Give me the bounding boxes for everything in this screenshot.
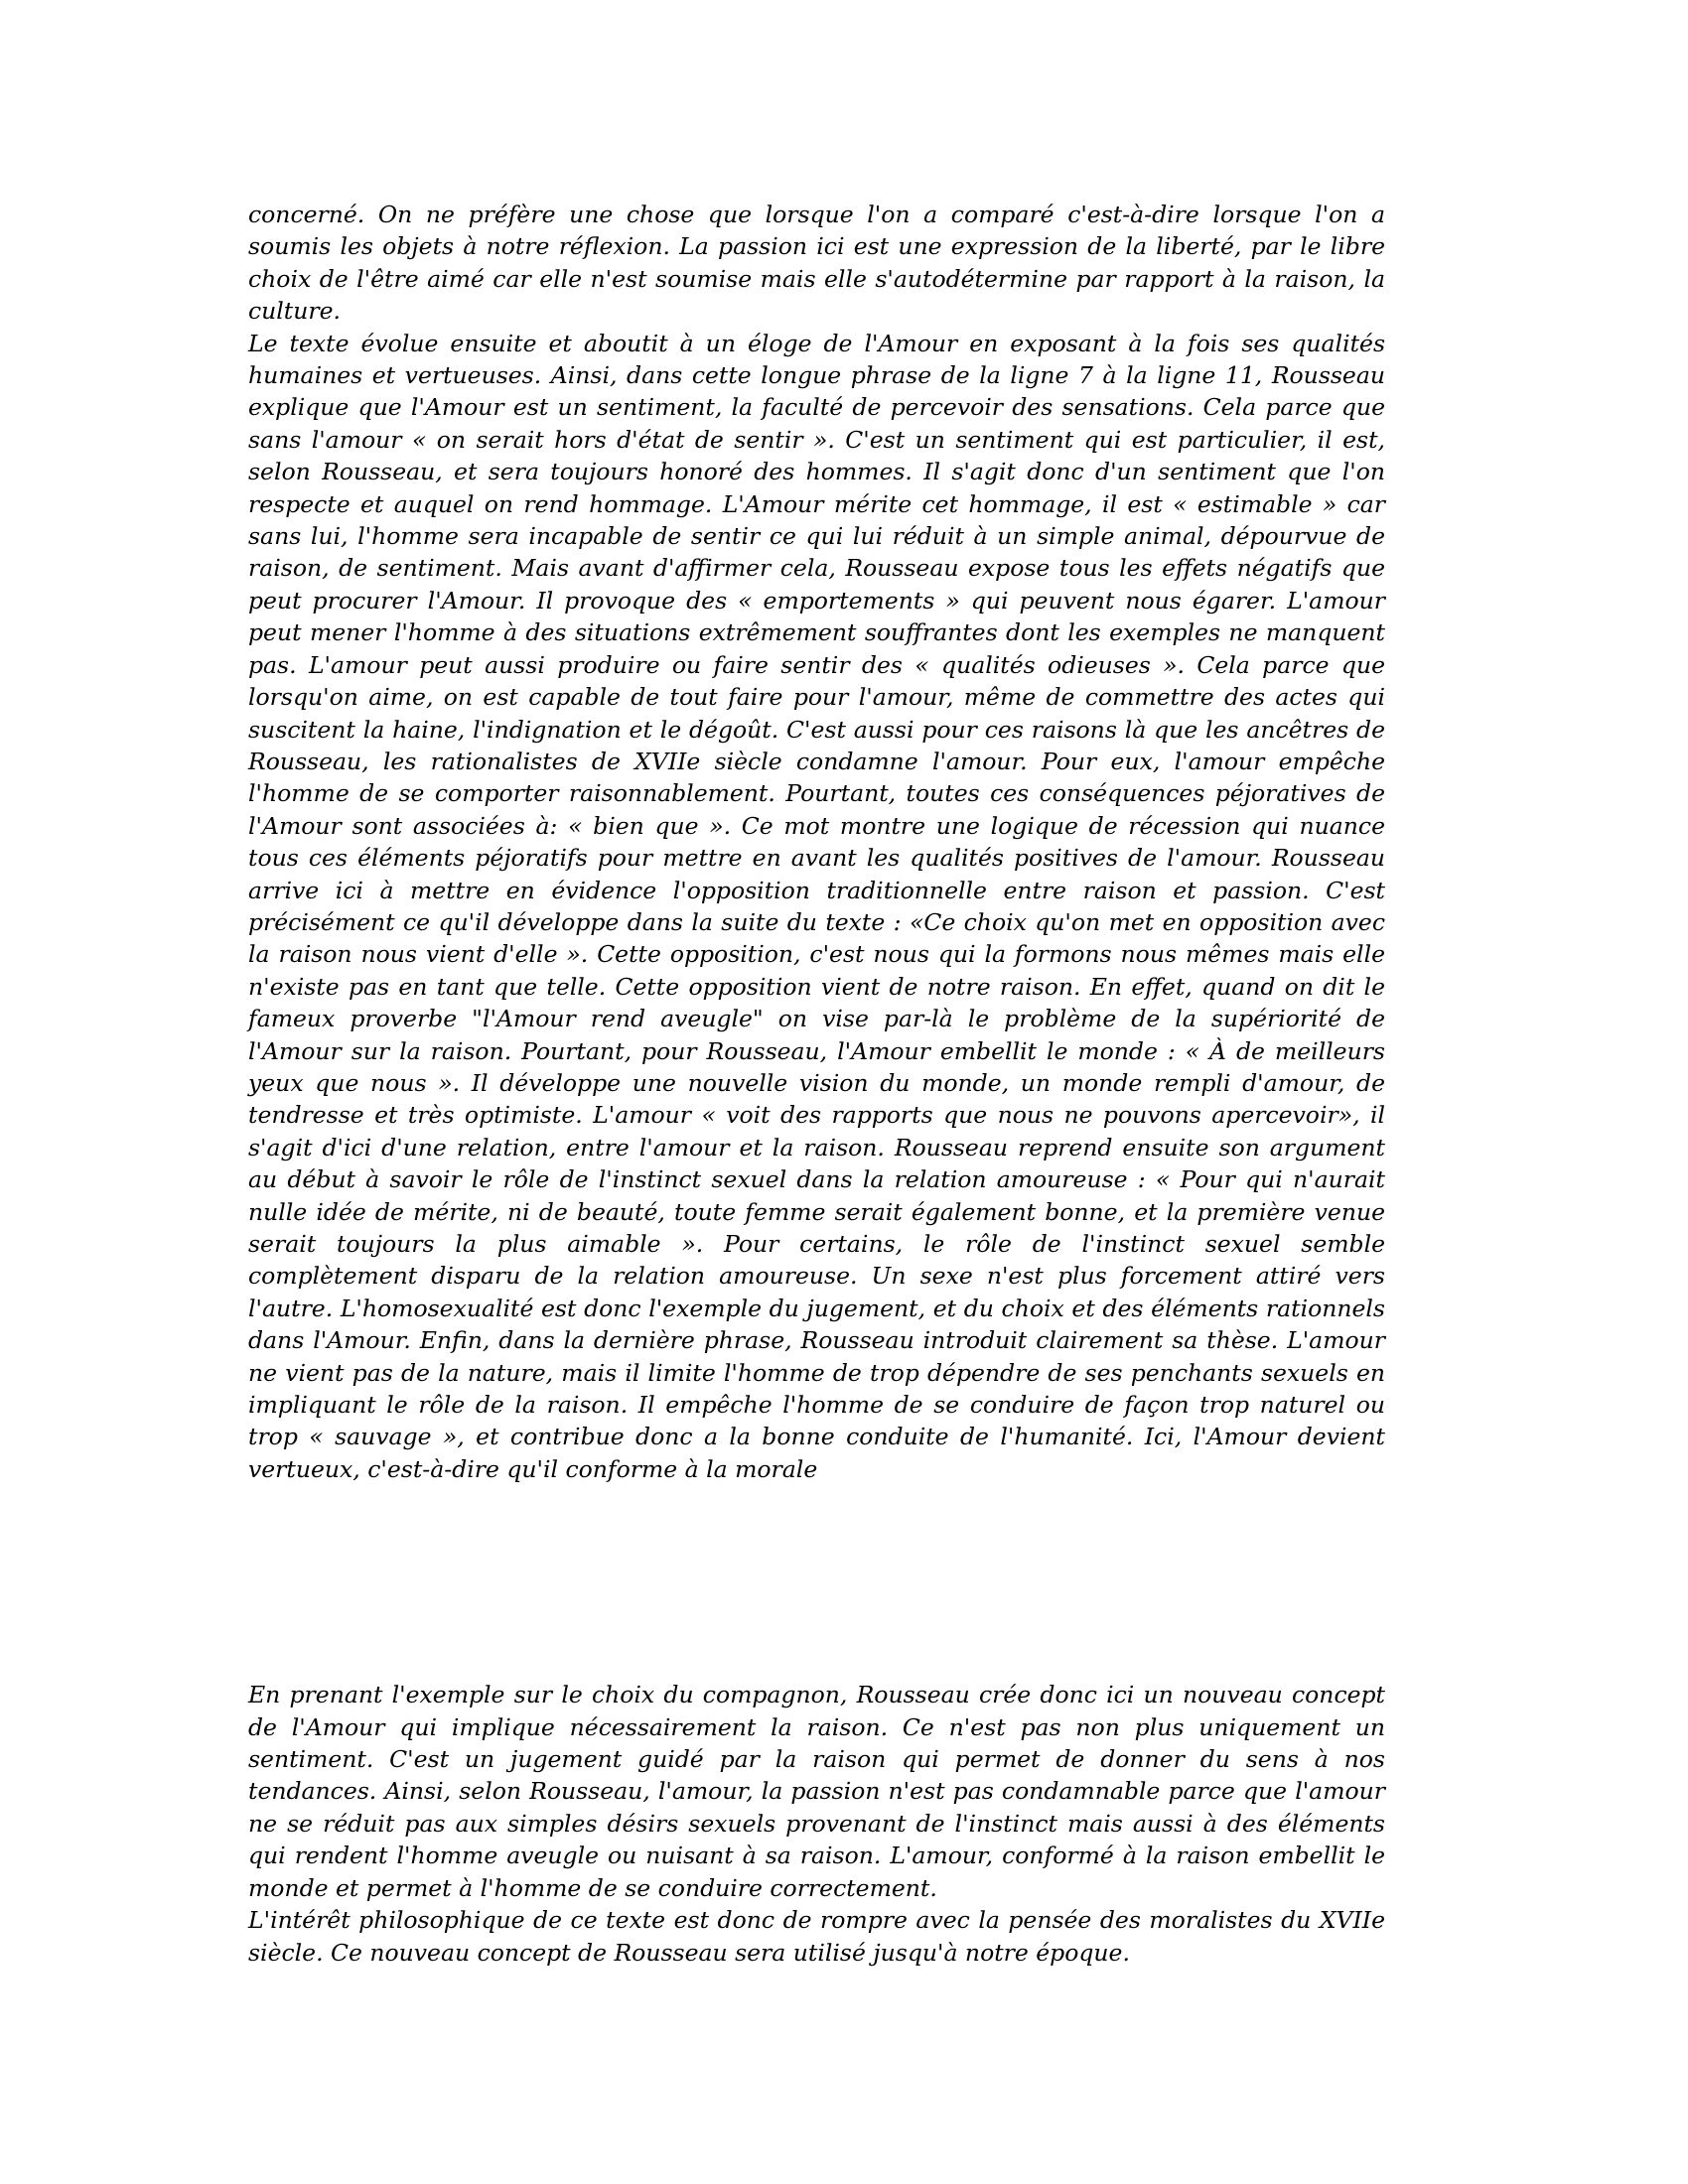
paragraph-conclusion: En prenant l'exemple sur le choix du compagnon, Rousseau crée donc ici un nouveau concept de l'Amour qui implique nécessairement la raison. Ce n'est pas non plus uniquement un sentiment. C'est un jugement guidé par la raison qui permet de donner du sens à nos tendances. Ainsi, selon Rousseau, l'amour, la passion n'est pas condamnable parce que l'amour ne se réduit pas aux simples désirs sexuels provenant de l'instinct mais aussi à des éléments qui rendent l'homme aveugle ou nuisant à sa raison. L'amour, conformé à la raison embellit le monde et permet à l'homme de se conduire correctement. [248, 1681, 1385, 1902]
document-page [248, 199, 1385, 1969]
section-spacer [248, 1485, 1385, 1679]
paragraph-eloge-amour: Le texte évolue ensuite et aboutit à un éloge de l'Amour en exposant à la fois ses qualités humaines et vertueuses. Ainsi, dans cette longue phrase de la ligne 7 à la ligne 11, Rousseau explique que l'Amour est un sentiment, la faculté de percevoir des sensations. Cela parce que sans l'amour « on serait hors d'état de sentir ». C'est un sentiment qui est particulier, il est, selon Rousseau, et sera toujours honoré des hommes. Il s'agit donc d'un sentiment que l'on respecte et auquel on rend hommage. L'Amour mérite cet hommage, il est « estimable » car sans lui, l'homme sera incapable de sentir ce qui lui réduit à un simple animal, dépourvue de raison, de sentiment. Mais avant d'affirmer cela, Rousseau expose tous les effets négatifs que peut procurer l'Amour. Il provoque des « emportements » qui peuvent nous égarer. L'amour peut mener l'homme à des situations extrêmement souffrantes dont les exemples ne manquent pas. L'amour peut aussi produire ou faire sentir des « qualités odieuses ». Cela parce que lorsqu'on aime, on est capable de tout faire pour l'amour, même de commettre des actes qui suscitent la haine, l'indignation et le dégoût. C'est aussi pour ces raisons là que les ancêtres de Rousseau, les rationalistes de XVIIe siècle condamne l'amour. Pour eux, l'amour empêche l'homme de se comporter raisonnablement. Pourtant, toutes ces conséquences péjoratives de l'Amour sont associées à: « bien que ». Ce mot montre une logique de récession qui nuance tous ces éléments péjoratifs pour mettre en avant les qualités positives de l'amour. Rousseau arrive ici à mettre en évidence l'opposition traditionnelle entre raison et passion. C'est précisément ce qu'il développe dans la suite du texte : «Ce choix qu'on met en opposition avec la raison nous vient d'elle ». Cette opposition, c'est nous qui la formons nous mêmes mais elle n'existe pas en tant que telle. Cette opposition vient de notre raison. En effet, quand on dit le fameux proverbe "l'Amour rend aveugle" on vise par-là le problème de la supériorité de l'Amour sur la raison. Pourtant, pour Rousseau, l'Amour embellit le monde : « À de meilleurs yeux que nous ». Il développe une nouvelle vision du monde, un monde rempli d'amour, de tendresse et très optimiste. L'amour « voit des rapports que nous ne pouvons apercevoir», il s'agit d'ici d'une relation, entre l'amour et la raison. Rousseau reprend ensuite son argument au début à savoir le rôle de l'instinct sexuel dans la relation amoureuse : « Pour qui n'aurait nulle idée de mérite, ni de beauté, toute femme serait également bonne, et la première venue serait toujours la plus aimable ». Pour certains, le rôle de l'instinct sexuel semble complètement disparu de la relation amoureuse. Un sexe n'est plus forcement attiré vers l'autre. L'homosexualité est donc l'exemple du jugement, et du choix et des éléments rationnels dans l'Amour. Enfin, dans la dernière phrase, Rousseau introduit clairement sa thèse. L'amour ne vient pas de la nature, mais il limite l'homme de trop dépendre de ses penchants sexuels en impliquant le rôle de la raison. Il empêche l'homme de se conduire de façon trop naturel ou trop « sauvage », et contribue donc a la bonne conduite de l'humanité. Ici, l'Amour devient vertueux, c'est-à-dire qu'il conforme à la morale [248, 329, 1385, 1483]
paragraph-passion-liberty: concerné. On ne préfère une chose que lorsque l'on a comparé c'est-à-dire lorsque l'on a soumis les objets à notre réflexion. La passion ici est une expression de la liberté, par le libre choix de l'être aimé car elle n'est soumise mais elle s'autodétermine par rapport à la raison, la culture. [248, 201, 1385, 326]
paragraph-philosophical-interest: L'intérêt philosophique de ce texte est donc de rompre avec la pensée des moralistes du XVIIe siècle. Ce nouveau concept de Rousseau sera utilisé jusqu'à notre époque. [248, 1906, 1385, 1967]
